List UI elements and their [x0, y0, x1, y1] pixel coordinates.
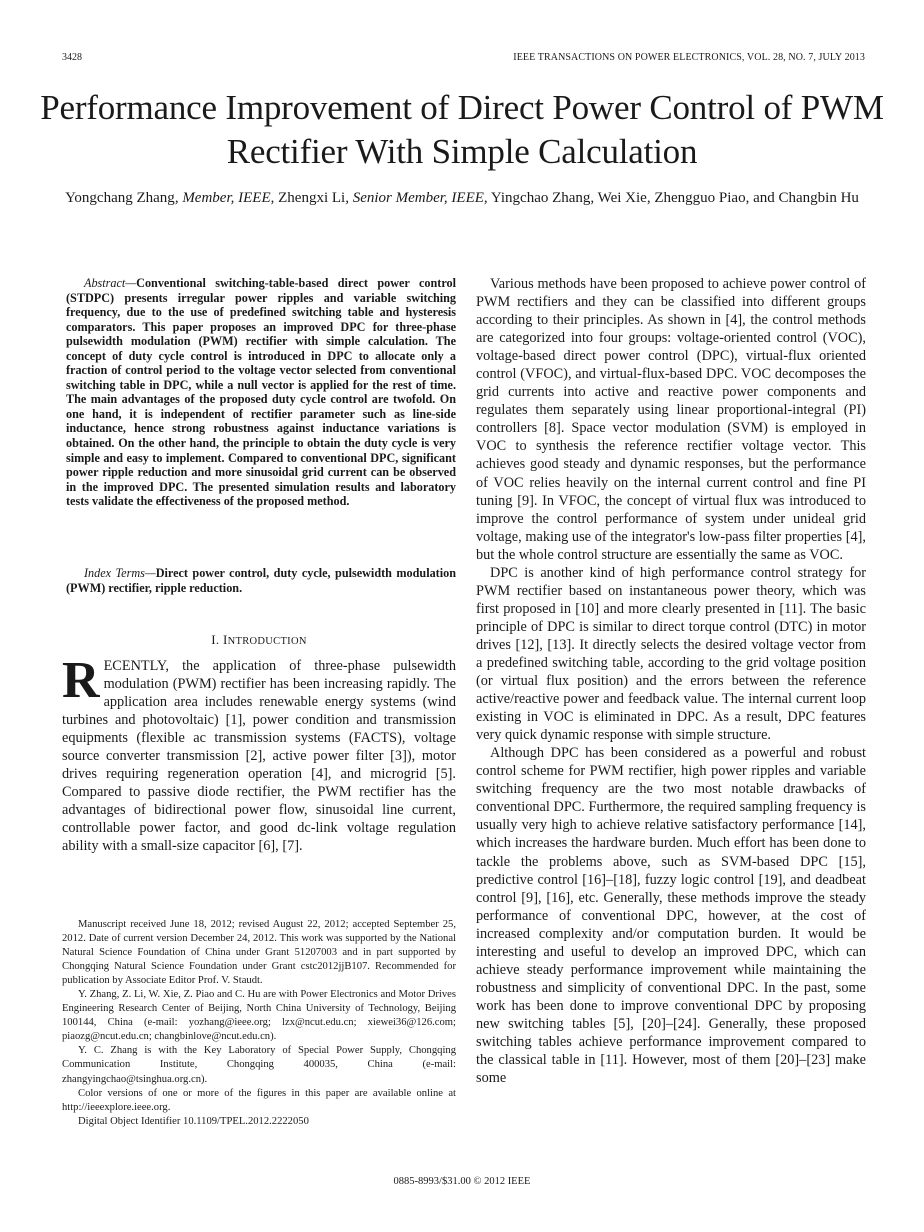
copyright-footer: 0885-8993/$31.00 © 2012 IEEE	[393, 1176, 531, 1187]
author-2: , Zhengxi Li	[270, 190, 346, 206]
footnote-affiliation-1: Y. Zhang, Z. Li, W. Xie, Z. Piao and C. Hu are with Power Electronics and Motor Drives Engineering Research Center of Beijing, North China University of Technology, Beijing 100144, China (e-mail: yozhang@ieee.org; lzx@ncut.edu.cn; xiewei36@126.com; piaozg@ncut.edu.cn; changbinlove@ncut.edu.cn).	[62, 989, 456, 1043]
introduction-text: ECENTLY, the application of three-phase pulsewidth modulation (PWM) rectifier has been increasing rapidly. The application area includes renewable energy systems (wind turbines and photovoltaic) [1], power condition and transmission equipments (flexible ac transmission systems (FACTS), voltage source converter transmission [2], active power filter [3]), motor drives requiring regeneration operation [4], and microgrid [5]. Compared to passive diode rectifier, the PWM rectifier has the advantages of bidirectional power flow, sinusoidal line current, controllable power factor, and good dc-link voltage regulation ability with a small-size capacitor [6], [7].	[62, 658, 456, 855]
section-numeral: I. I	[211, 632, 228, 647]
abstract	[66, 276, 456, 509]
other-authors: , Yingchao Zhang, Wei Xie, Zhengguo Piao, and Changbin Hu	[483, 190, 859, 206]
footnote-affiliation-2: Y. C. Zhang is with the Key Laboratory of Special Power Supply, Chongqing Communication Institute, Chongqing 400035, China (e-mail: zhangyingchao@tsinghua.org.cn).	[62, 1045, 456, 1085]
author-2-role: , Senior Member, IEEE	[345, 190, 484, 206]
footnote-doi: Digital Object Identifier 10.1109/TPEL.2012.2222050	[78, 1115, 309, 1127]
paper-title: Performance Improvement of Direct Power Control of PWM Rectifier With Simple Calculation	[40, 88, 884, 171]
abstract-text: Conventional switching-table-based direct power control (STDPC) presents irregular power ripples and variable switching frequency, due to the use of predefined switching table and hysteresis comparators. This paper proposes an improved DPC for three-phase pulsewidth modulation (PWM) rectifier with simple calculation. The concept of duty cycle control is introduced in DPC to allocate only a fraction of control period to the voltage vector selected from conventional switching table in DPC, while a null vector is applied for the rest of time. The main advantages of the proposed duty cycle control are twofold. On one hand, it is independent of rectifier parameter such as line-side inductance, hence strong robustness against inductance variations is obtained. On the other hand, the principle to obtain the duty cycle is very simple and easy to implement. Compared to conventional DPC, significant power ripple reduction and more sinusoidal grid current can be observed in the improved DPC. The presented simulation results and laboratory tests validate the effectiveness of the proposed method.	[66, 276, 456, 509]
paragraph: Various methods have been proposed to achieve power control of PWM rectifiers and they can be classified into different groups according to their principles. As shown in [4], the control methods are categorized into four groups: voltage-oriented control (VOC), voltage-based direct power control (DPC), virtual-flux oriented control (VFOC), and virtual-flux-based DPC. VOC decomposes the grid currents into active and reactive power components and regulates them separately using linear proportional-integral (PI) controllers [8]. Space vector modulation (SVM) is employed in VOC to synthesis the reference rectifier voltage vector. This achieves good steady and dynamic responses, but the performance of VOC relies heavily on the internal current control and fine PI tuning [9]. In VFOC, the concept of virtual flux was introduced to improve the control performance of system under unideal grid voltage, making use of the integrator's low-pass filter properties [4], but the whole control structure are essentially the same as VOC.	[476, 276, 866, 563]
drop-cap: R	[62, 652, 100, 709]
author-list	[60, 188, 864, 208]
footnote-manuscript: Manuscript received June 18, 2012; revised August 22, 2012; accepted September 25, 2012. Date of current version December 24, 2012. This work was supported by the National Natural Science Foundation of China under Grant 51207003 and in part supported by Chongqing Natural Science Foundation under Grant cstc2012jjB107. Recommended for publication by Associate Editor Prof. V. Staudt.	[62, 919, 456, 987]
index-terms	[66, 566, 456, 595]
footnote-color: Color versions of one or more of the figures in this paper are available online at http://ieeexplore.ieee.org.	[62, 1087, 456, 1113]
index-terms-label: Index Terms—	[84, 566, 156, 580]
section-heading-introduction	[62, 632, 456, 648]
section-title: NTRODUCTION	[227, 636, 307, 647]
paragraph: DPC is another kind of high performance control strategy for PWM rectifier based on instantaneous power theory, which was first proposed in [10] and more clearly presented in [11]. The basic principle of DPC is similar to direct torque control (DTC) in motor drives [12], [13]. It directly selects the desired voltage vector from a predefined switching table, according to the grid voltage position (or virtual flux position) and the errors between the reference active/reactive power and feedback value. The internal current loop existing in VOC is eliminated in DPC. As a result, DPC features very quick dynamic response with simple structure.	[476, 564, 866, 744]
paragraph: Although DPC has been considered as a powerful and robust control scheme for PWM rectifier, high power ripples and variable switching frequency are the two most notable drawbacks of conventional DPC. Furthermore, the required sampling frequency is usually very high to achieve relative satisfactory performance [14], which increases the hardware burden. Much effort has been done to tackle the problems above, such as SVM-based DPC [15], predictive control [16]–[18], fuzzy logic control [19], and deadbeat control [9], [16], etc. Generally, these methods improve the steady performance of conventional DPC, however, at the cost of increased complexity and/or computation burden. It would be interesting and useful to develop an improved DPC, which can achieve steady performance improvement while maintaining the robustness and simplicity of conventional DPC. In the past, some work has been done to improve conventional DPC by proposing new switching tables [5], [20]–[24]. Generally, these proposed switching tables achieve performance improvement compared to the classical table in [11]. However, most of them [20]–[23] make some	[476, 745, 866, 1087]
index-terms-text: Direct power control, duty cycle, pulsewidth modulation (PWM) rectifier, ripple reduction.	[66, 566, 456, 595]
right-column-text	[476, 275, 866, 1087]
footnotes	[62, 918, 456, 1129]
abstract-label: Abstract—	[84, 276, 137, 290]
page-number: 3428	[62, 52, 82, 63]
journal-header: IEEE TRANSACTIONS ON POWER ELECTRONICS, VOL. 28, NO. 7, JULY 2013	[513, 52, 865, 63]
introduction-paragraph	[62, 652, 456, 856]
author-1: Yongchang Zhang	[65, 190, 175, 206]
author-1-role: , Member, IEEE	[174, 190, 271, 206]
